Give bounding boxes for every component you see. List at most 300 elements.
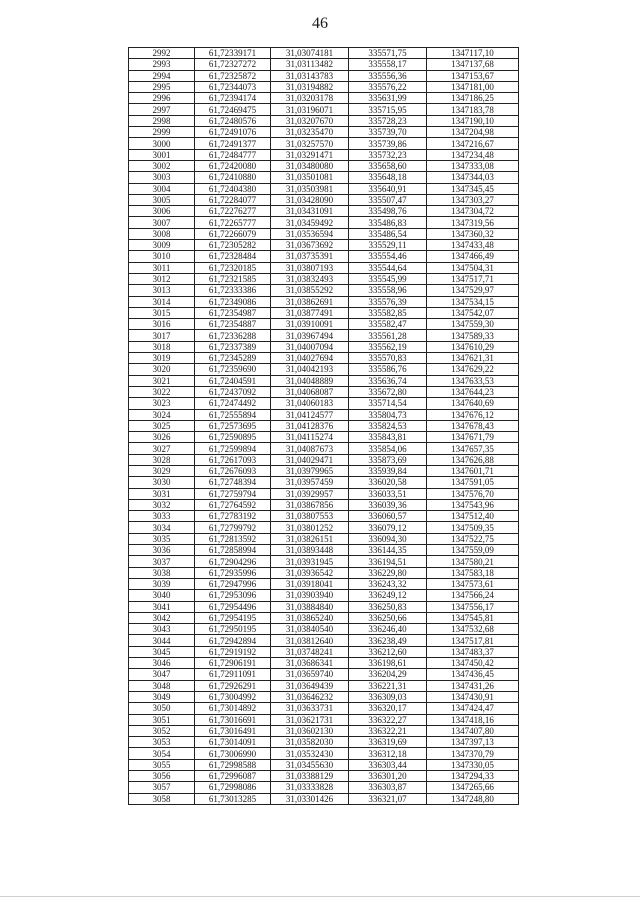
x-coordinate-cell: 335529,11 (349, 240, 427, 251)
latitude-cell: 61,72328484 (195, 251, 271, 262)
table-row (129, 240, 519, 251)
longitude-cell: 31,03807193 (271, 262, 349, 273)
longitude-cell: 31,03501081 (271, 172, 349, 183)
latitude-cell: 61,72284077 (195, 194, 271, 205)
y-coordinate-cell: 1347626,88 (427, 454, 519, 465)
latitude-cell: 61,72337389 (195, 341, 271, 352)
y-coordinate-cell: 1347529,97 (427, 285, 519, 296)
latitude-cell: 61,72555894 (195, 409, 271, 420)
longitude-cell: 31,03301426 (271, 793, 349, 804)
point-number-cell: 2996 (129, 93, 195, 104)
x-coordinate-cell: 336212,60 (349, 646, 427, 657)
table-row (129, 691, 519, 702)
latitude-cell: 61,73014091 (195, 737, 271, 748)
longitude-cell: 31,03929957 (271, 488, 349, 499)
x-coordinate-cell: 336020,58 (349, 477, 427, 488)
table-row (129, 307, 519, 318)
longitude-cell: 31,03865240 (271, 612, 349, 623)
point-number-cell: 3027 (129, 443, 195, 454)
point-number-cell: 3034 (129, 522, 195, 533)
table-row (129, 353, 519, 364)
longitude-cell: 31,04115274 (271, 432, 349, 443)
table-row (129, 714, 519, 725)
table-row (129, 432, 519, 443)
longitude-cell: 31,03910091 (271, 319, 349, 330)
table-row (129, 533, 519, 544)
latitude-cell: 61,72590895 (195, 432, 271, 443)
coordinates-table (128, 47, 519, 805)
longitude-cell: 31,03918041 (271, 578, 349, 589)
x-coordinate-cell: 335571,75 (349, 48, 427, 59)
point-number-cell: 2994 (129, 70, 195, 81)
latitude-cell: 61,72325872 (195, 70, 271, 81)
table-row (129, 127, 519, 138)
longitude-cell: 31,03748241 (271, 646, 349, 657)
latitude-cell: 61,72276277 (195, 206, 271, 217)
longitude-cell: 31,03855292 (271, 285, 349, 296)
longitude-cell: 31,03862691 (271, 296, 349, 307)
y-coordinate-cell: 1347532,68 (427, 624, 519, 635)
y-coordinate-cell: 1347153,67 (427, 70, 519, 81)
x-coordinate-cell: 335873,69 (349, 454, 427, 465)
coordinates-table-container (128, 47, 518, 805)
point-number-cell: 2992 (129, 48, 195, 59)
y-coordinate-cell: 1347504,31 (427, 262, 519, 273)
y-coordinate-cell: 1347542,07 (427, 307, 519, 318)
longitude-cell: 31,03884840 (271, 601, 349, 612)
x-coordinate-cell: 336243,32 (349, 578, 427, 589)
longitude-cell: 31,03936542 (271, 567, 349, 578)
point-number-cell: 3003 (129, 172, 195, 183)
y-coordinate-cell: 1347333,08 (427, 160, 519, 171)
y-coordinate-cell: 1347610,29 (427, 341, 519, 352)
table-row (129, 319, 519, 330)
x-coordinate-cell: 335648,18 (349, 172, 427, 183)
point-number-cell: 3044 (129, 635, 195, 646)
point-number-cell: 3047 (129, 669, 195, 680)
longitude-cell: 31,03621731 (271, 714, 349, 725)
longitude-cell: 31,03207670 (271, 115, 349, 126)
x-coordinate-cell: 336194,51 (349, 556, 427, 567)
latitude-cell: 61,72469475 (195, 104, 271, 115)
point-number-cell: 3050 (129, 703, 195, 714)
y-coordinate-cell: 1347303,27 (427, 194, 519, 205)
point-number-cell: 2993 (129, 59, 195, 70)
longitude-cell: 31,03388129 (271, 771, 349, 782)
y-coordinate-cell: 1347370,79 (427, 748, 519, 759)
point-number-cell: 3009 (129, 240, 195, 251)
longitude-cell: 31,03074181 (271, 48, 349, 59)
table-row (129, 228, 519, 239)
table-row (129, 703, 519, 714)
table-row (129, 341, 519, 352)
x-coordinate-cell: 335556,36 (349, 70, 427, 81)
table-row (129, 680, 519, 691)
table-row (129, 567, 519, 578)
table-row (129, 635, 519, 646)
longitude-cell: 31,03801252 (271, 522, 349, 533)
x-coordinate-cell: 335715,95 (349, 104, 427, 115)
x-coordinate-cell: 336301,20 (349, 771, 427, 782)
table-row (129, 545, 519, 556)
table-row (129, 590, 519, 601)
longitude-cell: 31,04029471 (271, 454, 349, 465)
latitude-cell: 61,72354987 (195, 307, 271, 318)
point-number-cell: 3058 (129, 793, 195, 804)
y-coordinate-cell: 1347517,71 (427, 273, 519, 284)
point-number-cell: 3011 (129, 262, 195, 273)
y-coordinate-cell: 1347181,00 (427, 81, 519, 92)
point-number-cell: 3013 (129, 285, 195, 296)
y-coordinate-cell: 1347657,35 (427, 443, 519, 454)
latitude-cell: 61,72904296 (195, 556, 271, 567)
x-coordinate-cell: 336249,12 (349, 590, 427, 601)
point-number-cell: 3001 (129, 149, 195, 160)
point-number-cell: 3051 (129, 714, 195, 725)
longitude-cell: 31,03582030 (271, 737, 349, 748)
table-row (129, 443, 519, 454)
latitude-cell: 61,72954195 (195, 612, 271, 623)
table-row (129, 375, 519, 386)
y-coordinate-cell: 1347573,61 (427, 578, 519, 589)
table-row (129, 488, 519, 499)
longitude-cell: 31,03840540 (271, 624, 349, 635)
y-coordinate-cell: 1347509,35 (427, 522, 519, 533)
latitude-cell: 61,72935996 (195, 567, 271, 578)
point-number-cell: 3042 (129, 612, 195, 623)
point-number-cell: 3037 (129, 556, 195, 567)
y-coordinate-cell: 1347580,21 (427, 556, 519, 567)
y-coordinate-cell: 1347576,70 (427, 488, 519, 499)
x-coordinate-cell: 336319,69 (349, 737, 427, 748)
y-coordinate-cell: 1347304,72 (427, 206, 519, 217)
table-row (129, 646, 519, 657)
latitude-cell: 61,72474492 (195, 398, 271, 409)
x-coordinate-cell: 335658,60 (349, 160, 427, 171)
longitude-cell: 31,03291471 (271, 149, 349, 160)
longitude-cell: 31,03602130 (271, 725, 349, 736)
latitude-cell: 61,72327272 (195, 59, 271, 70)
y-coordinate-cell: 1347344,03 (427, 172, 519, 183)
y-coordinate-cell: 1347543,96 (427, 499, 519, 510)
point-number-cell: 3056 (129, 771, 195, 782)
y-coordinate-cell: 1347216,67 (427, 138, 519, 149)
latitude-cell: 61,72484777 (195, 149, 271, 160)
y-coordinate-cell: 1347559,30 (427, 319, 519, 330)
x-coordinate-cell: 336198,61 (349, 658, 427, 669)
longitude-cell: 31,04007094 (271, 341, 349, 352)
y-coordinate-cell: 1347450,42 (427, 658, 519, 669)
latitude-cell: 61,72998588 (195, 759, 271, 770)
point-number-cell: 3008 (129, 228, 195, 239)
point-number-cell: 3019 (129, 353, 195, 364)
latitude-cell: 61,72858994 (195, 545, 271, 556)
latitude-cell: 61,72947996 (195, 578, 271, 589)
y-coordinate-cell: 1347671,79 (427, 432, 519, 443)
longitude-cell: 31,04128376 (271, 420, 349, 431)
longitude-cell: 31,04060183 (271, 398, 349, 409)
table-row (129, 104, 519, 115)
y-coordinate-cell: 1347330,05 (427, 759, 519, 770)
point-number-cell: 3012 (129, 273, 195, 284)
x-coordinate-cell: 336033,51 (349, 488, 427, 499)
latitude-cell: 61,72345289 (195, 353, 271, 364)
y-coordinate-cell: 1347319,56 (427, 217, 519, 228)
y-coordinate-cell: 1347204,98 (427, 127, 519, 138)
latitude-cell: 61,72911091 (195, 669, 271, 680)
table-row (129, 330, 519, 341)
table-row (129, 398, 519, 409)
point-number-cell: 3000 (129, 138, 195, 149)
latitude-cell: 61,72305282 (195, 240, 271, 251)
longitude-cell: 31,03673692 (271, 240, 349, 251)
x-coordinate-cell: 335732,23 (349, 149, 427, 160)
y-coordinate-cell: 1347397,13 (427, 737, 519, 748)
point-number-cell: 3041 (129, 601, 195, 612)
x-coordinate-cell: 335854,06 (349, 443, 427, 454)
table-row (129, 115, 519, 126)
longitude-cell: 31,04048889 (271, 375, 349, 386)
y-coordinate-cell: 1347234,48 (427, 149, 519, 160)
x-coordinate-cell: 335582,85 (349, 307, 427, 318)
x-coordinate-cell: 335576,39 (349, 296, 427, 307)
table-row (129, 81, 519, 92)
latitude-cell: 61,73004992 (195, 691, 271, 702)
table-row (129, 782, 519, 793)
latitude-cell: 61,72336288 (195, 330, 271, 341)
y-coordinate-cell: 1347117,10 (427, 48, 519, 59)
latitude-cell: 61,72759794 (195, 488, 271, 499)
longitude-cell: 31,03826151 (271, 533, 349, 544)
table-row (129, 612, 519, 623)
point-number-cell: 3032 (129, 499, 195, 510)
latitude-cell: 61,72573695 (195, 420, 271, 431)
y-coordinate-cell: 1347678,43 (427, 420, 519, 431)
table-row (129, 737, 519, 748)
longitude-cell: 31,03431091 (271, 206, 349, 217)
point-number-cell: 3049 (129, 691, 195, 702)
y-coordinate-cell: 1347512,40 (427, 511, 519, 522)
point-number-cell: 3043 (129, 624, 195, 635)
x-coordinate-cell: 335545,99 (349, 273, 427, 284)
y-coordinate-cell: 1347545,81 (427, 612, 519, 623)
x-coordinate-cell: 335739,86 (349, 138, 427, 149)
x-coordinate-cell: 335576,22 (349, 81, 427, 92)
point-number-cell: 2997 (129, 104, 195, 115)
table-row (129, 725, 519, 736)
point-number-cell: 2995 (129, 81, 195, 92)
table-row (129, 172, 519, 183)
table-row (129, 454, 519, 465)
point-number-cell: 3025 (129, 420, 195, 431)
y-coordinate-cell: 1347431,26 (427, 680, 519, 691)
point-number-cell: 3028 (129, 454, 195, 465)
y-coordinate-cell: 1347591,05 (427, 477, 519, 488)
x-coordinate-cell: 335570,83 (349, 353, 427, 364)
point-number-cell: 3006 (129, 206, 195, 217)
table-row (129, 48, 519, 59)
latitude-cell: 61,72617093 (195, 454, 271, 465)
x-coordinate-cell: 336309,03 (349, 691, 427, 702)
x-coordinate-cell: 336144,35 (349, 545, 427, 556)
x-coordinate-cell: 335586,76 (349, 364, 427, 375)
latitude-cell: 61,72813592 (195, 533, 271, 544)
table-row (129, 296, 519, 307)
latitude-cell: 61,72676093 (195, 465, 271, 476)
latitude-cell: 61,73016491 (195, 725, 271, 736)
latitude-cell: 61,72996087 (195, 771, 271, 782)
x-coordinate-cell: 335672,80 (349, 386, 427, 397)
y-coordinate-cell: 1347522,75 (427, 533, 519, 544)
point-number-cell: 3026 (129, 432, 195, 443)
x-coordinate-cell: 335558,17 (349, 59, 427, 70)
x-coordinate-cell: 335739,70 (349, 127, 427, 138)
latitude-cell: 61,72491076 (195, 127, 271, 138)
latitude-cell: 61,72420080 (195, 160, 271, 171)
y-coordinate-cell: 1347430,91 (427, 691, 519, 702)
x-coordinate-cell: 336303,87 (349, 782, 427, 793)
longitude-cell: 31,03903940 (271, 590, 349, 601)
y-coordinate-cell: 1347629,22 (427, 364, 519, 375)
x-coordinate-cell: 335804,73 (349, 409, 427, 420)
point-number-cell: 3039 (129, 578, 195, 589)
latitude-cell: 61,72950195 (195, 624, 271, 635)
latitude-cell: 61,72926291 (195, 680, 271, 691)
point-number-cell: 3048 (129, 680, 195, 691)
point-number-cell: 3010 (129, 251, 195, 262)
x-coordinate-cell: 336060,57 (349, 511, 427, 522)
table-row (129, 364, 519, 375)
longitude-cell: 31,03646232 (271, 691, 349, 702)
latitude-cell: 61,72333386 (195, 285, 271, 296)
x-coordinate-cell: 336322,21 (349, 725, 427, 736)
latitude-cell: 61,72404380 (195, 183, 271, 194)
longitude-cell: 31,04087673 (271, 443, 349, 454)
table-row (129, 183, 519, 194)
table-row (129, 59, 519, 70)
x-coordinate-cell: 336079,12 (349, 522, 427, 533)
point-number-cell: 3007 (129, 217, 195, 228)
latitude-cell: 61,73013285 (195, 793, 271, 804)
table-row (129, 793, 519, 804)
table-row (129, 669, 519, 680)
latitude-cell: 61,72265777 (195, 217, 271, 228)
y-coordinate-cell: 1347186,25 (427, 93, 519, 104)
point-number-cell: 3045 (129, 646, 195, 657)
table-row (129, 759, 519, 770)
x-coordinate-cell: 336250,83 (349, 601, 427, 612)
latitude-cell: 61,72764592 (195, 499, 271, 510)
y-coordinate-cell: 1347559,09 (427, 545, 519, 556)
longitude-cell: 31,03957459 (271, 477, 349, 488)
point-number-cell: 3015 (129, 307, 195, 318)
point-number-cell: 3054 (129, 748, 195, 759)
point-number-cell: 3052 (129, 725, 195, 736)
y-coordinate-cell: 1347633,53 (427, 375, 519, 386)
point-number-cell: 3018 (129, 341, 195, 352)
x-coordinate-cell: 336246,40 (349, 624, 427, 635)
longitude-cell: 31,03333828 (271, 782, 349, 793)
point-number-cell: 3040 (129, 590, 195, 601)
table-row (129, 578, 519, 589)
x-coordinate-cell: 336320,17 (349, 703, 427, 714)
x-coordinate-cell: 335562,19 (349, 341, 427, 352)
point-number-cell: 3024 (129, 409, 195, 420)
latitude-cell: 61,72320185 (195, 262, 271, 273)
longitude-cell: 31,03812640 (271, 635, 349, 646)
latitude-cell: 61,72266079 (195, 228, 271, 239)
longitude-cell: 31,03503981 (271, 183, 349, 194)
latitude-cell: 61,72491377 (195, 138, 271, 149)
longitude-cell: 31,03967494 (271, 330, 349, 341)
y-coordinate-cell: 1347640,69 (427, 398, 519, 409)
point-number-cell: 3022 (129, 386, 195, 397)
y-coordinate-cell: 1347483,37 (427, 646, 519, 657)
table-row (129, 465, 519, 476)
coordinates-table-body (129, 48, 519, 805)
longitude-cell: 31,03832493 (271, 273, 349, 284)
table-row (129, 624, 519, 635)
x-coordinate-cell: 335486,54 (349, 228, 427, 239)
table-row (129, 658, 519, 669)
point-number-cell: 3020 (129, 364, 195, 375)
longitude-cell: 31,03931945 (271, 556, 349, 567)
longitude-cell: 31,03235470 (271, 127, 349, 138)
point-number-cell: 2998 (129, 115, 195, 126)
longitude-cell: 31,03257570 (271, 138, 349, 149)
point-number-cell: 3002 (129, 160, 195, 171)
longitude-cell: 31,03735391 (271, 251, 349, 262)
latitude-cell: 61,72906191 (195, 658, 271, 669)
y-coordinate-cell: 1347676,12 (427, 409, 519, 420)
x-coordinate-cell: 336238,49 (349, 635, 427, 646)
x-coordinate-cell: 336322,27 (349, 714, 427, 725)
y-coordinate-cell: 1347424,47 (427, 703, 519, 714)
point-number-cell: 3033 (129, 511, 195, 522)
y-coordinate-cell: 1347517,81 (427, 635, 519, 646)
x-coordinate-cell: 335631,99 (349, 93, 427, 104)
y-coordinate-cell: 1347248,80 (427, 793, 519, 804)
y-coordinate-cell: 1347436,45 (427, 669, 519, 680)
latitude-cell: 61,72480576 (195, 115, 271, 126)
x-coordinate-cell: 336094,30 (349, 533, 427, 544)
x-coordinate-cell: 335824,53 (349, 420, 427, 431)
x-coordinate-cell: 336312,18 (349, 748, 427, 759)
x-coordinate-cell: 335939,84 (349, 465, 427, 476)
point-number-cell: 3057 (129, 782, 195, 793)
latitude-cell: 61,72354887 (195, 319, 271, 330)
longitude-cell: 31,03979965 (271, 465, 349, 476)
y-coordinate-cell: 1347183,78 (427, 104, 519, 115)
longitude-cell: 31,03867856 (271, 499, 349, 510)
latitude-cell: 61,72998086 (195, 782, 271, 793)
latitude-cell: 61,72953096 (195, 590, 271, 601)
y-coordinate-cell: 1347407,80 (427, 725, 519, 736)
longitude-cell: 31,03459492 (271, 217, 349, 228)
table-row (129, 511, 519, 522)
longitude-cell: 31,04124577 (271, 409, 349, 420)
longitude-cell: 31,03194882 (271, 81, 349, 92)
table-row (129, 273, 519, 284)
table-row (129, 285, 519, 296)
x-coordinate-cell: 336303,44 (349, 759, 427, 770)
point-number-cell: 3029 (129, 465, 195, 476)
longitude-cell: 31,03659740 (271, 669, 349, 680)
longitude-cell: 31,03428090 (271, 194, 349, 205)
point-number-cell: 3038 (129, 567, 195, 578)
point-number-cell: 3021 (129, 375, 195, 386)
table-row (129, 522, 519, 533)
